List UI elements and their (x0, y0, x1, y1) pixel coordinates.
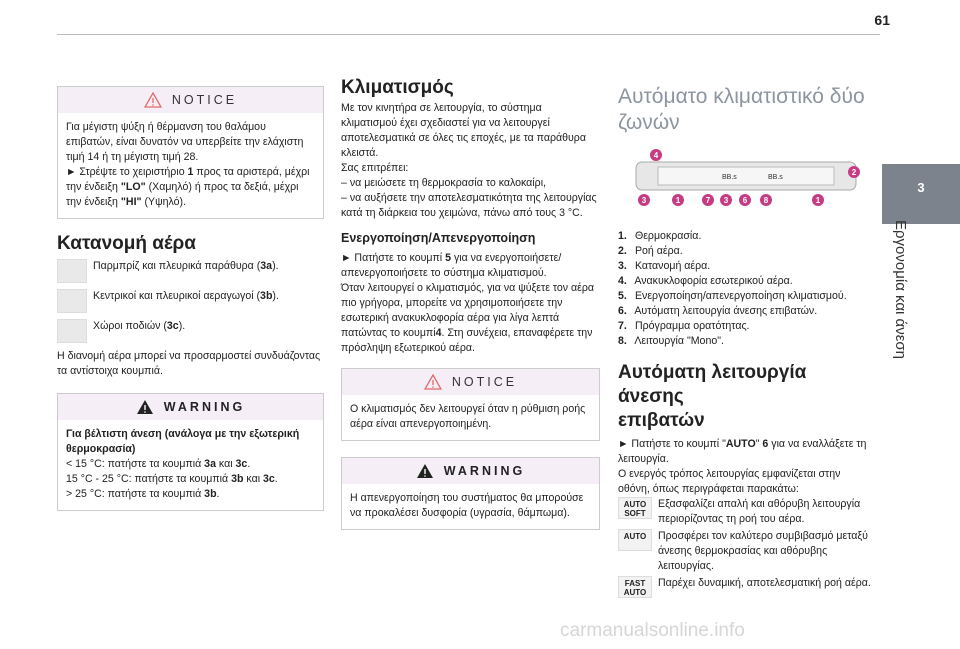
ac-bullet-1: – να μειώσετε τη θερμοκρασία το καλοκαίρι, (341, 177, 546, 189)
mode-normal: AUTO Προσφέρει τον καλύτερο συμβιβασμό μεταξύ άνεσης θερμοκρασίας και αθόρυβης λειτουργίας. (618, 529, 874, 574)
warning-icon (136, 399, 154, 415)
marker-label-6: 6 (742, 196, 748, 205)
auto-fast-icon: FAST AUTO (618, 576, 652, 598)
notice-header-2 (342, 369, 599, 395)
svg-text:BB.s: BB.s (768, 174, 783, 181)
mode-fast: FAST AUTO Παρέχει δυναμική, αποτελεσματική ροή αέρα. (618, 576, 874, 598)
notice-box (57, 86, 324, 219)
column-1 (57, 86, 324, 511)
list-item: 5. Ενεργοποίηση/απενεργοποίηση κλιματισμού. (618, 290, 847, 302)
controls-list (618, 229, 874, 349)
air-item-footwell: Χώροι ποδιών (3c). (57, 319, 324, 343)
marker-label-8: 8 (763, 196, 769, 205)
auto-instruction: ► Πατήστε το κουμπί "AUTO" 6 για να εναλλάξετε τη λειτουργία. (618, 438, 867, 465)
warning-box-2 (341, 457, 600, 530)
chapter-number: 3 (917, 180, 925, 195)
list-item: 4. Ανακυκλοφορία εσωτερικού αέρα. (618, 275, 793, 287)
ac-bullet-2: – να αυξήσετε την αποτελεσματικότητα της λειτουργίας κατά τη διάρκεια του χειμώνα, πάνω από τους 3 °C. (341, 192, 597, 219)
warning-line-2: 15 °C - 25 °C: πατήστε τα κουμπιά 3b και 3c. (66, 473, 278, 485)
mode-soft: AUTO SOFT Εξασφαλίζει απαλή και αθόρυβη λειτουργία περιορίζοντας τη ροή του αέρα. (618, 497, 874, 527)
air-conditioning-title: Κλιματισμός (341, 77, 454, 98)
column-3 (618, 84, 874, 604)
marker-label-7: 7 (705, 196, 711, 205)
warning-box (57, 393, 324, 511)
ac-intro: Με τον κινητήρα σε λειτουργία, το σύστημα κλιματισμού έχει σχεδιαστεί για να λειτουργεί αποτελεσματικά σε όλες τις εποχές, με τα παράθυρα κλειστά. (341, 102, 586, 159)
notice-header (58, 87, 323, 113)
ac-allows: Σας επιτρέπει: (341, 162, 409, 174)
dual-zone-title: Αυτόματο κλιματιστικό δύο ζωνών (618, 85, 865, 134)
marker-label-1b: 1 (815, 196, 821, 205)
list-item: 6. Αυτόματη λειτουργία άνεσης επιβατών. (618, 305, 818, 317)
on-off-title: Ενεργοποίηση/Απενεργοποίηση (341, 231, 536, 245)
marker-label-3: 3 (641, 196, 647, 205)
notice-warning-icon (144, 92, 162, 108)
windscreen-vent-icon (57, 259, 87, 283)
air-item-face: Κεντρικοί και πλευρικοί αεραγωγοί (3b). (57, 289, 324, 313)
warning-label-2: WARNING (443, 463, 526, 478)
auto-soft-icon: AUTO SOFT (618, 497, 652, 519)
warning-label: WARNING (163, 399, 246, 414)
list-item: 7. Πρόγραμμα ορατότητας. (618, 320, 750, 332)
notice-label: NOTICE (171, 92, 238, 107)
list-item: 8. Λειτουργία "Mono". (618, 335, 724, 347)
watermark: carmanualsonline.info (560, 620, 745, 641)
warning-line-3: > 25 °C: πατήστε τα κουμπιά 3b. (66, 488, 220, 500)
list-item: 3. Κατανομή αέρα. (618, 260, 711, 272)
auto-mode-note: Ο ενεργός τρόπος λειτουργίας εμφανίζεται στην οθόνη, όπως περιγράφεται παρακάτω: (618, 468, 841, 495)
marker-label-2: 2 (851, 168, 857, 177)
notice-box-2 (341, 368, 600, 441)
marker-label-1: 1 (675, 196, 681, 205)
face-vent-icon (57, 289, 87, 313)
warning-line-1: < 15 °C: πατήστε τα κουμπιά 3a και 3c. (66, 458, 251, 470)
notice-label-2: NOTICE (451, 374, 518, 389)
marker-label-4: 4 (653, 151, 659, 160)
notice-warning-icon-2 (424, 374, 442, 390)
page-number: 61 (874, 12, 890, 28)
warning-icon-2 (416, 463, 434, 479)
list-item: 2. Ροή αέρα. (618, 245, 683, 257)
air-item-windscreen: Παρμπρίζ και πλευρικά παράθυρα (3a). (57, 259, 324, 283)
notice-instruction: ► Στρέψτε το χειριστήριο 1 προς τα αριστερά, μέχρι την ένδειξη "LO" (Χαμηλό) ή προς τα δεξιά, μέχρι την ένδειξη "HI" (Υψηλό). (66, 166, 310, 208)
control-panel-diagram (618, 146, 874, 214)
notice-text: Για μέγιστη ψύξη ή θέρμανση του θαλάμου επιβατών, είναι δυνατόν να υπερβείτε την ελάχιστη τιμή 14 ή τη μέγιστη τιμή 28. (66, 121, 304, 163)
notice-text-2: Ο κλιματισμός δεν λειτουργεί όταν η ρύθμιση ροής αέρα είναι απενεργοποιημένη. (350, 403, 586, 430)
auto-normal-icon: AUTO (618, 529, 652, 551)
warning-bold-text: Για βέλτιστη άνεση (ανάλογα με την εξωτερική θερμοκρασία) (66, 428, 300, 455)
footwell-vent-icon (57, 319, 87, 343)
warning-header (58, 394, 323, 420)
chapter-title: Εργονομία και άνεση (892, 220, 909, 359)
svg-text:BB.s: BB.s (722, 174, 737, 181)
air-distribution-title: Κατανομή αέρα (57, 233, 196, 254)
marker-label-3b: 3 (723, 196, 729, 205)
header-rule (57, 34, 880, 35)
air-distribution-note: Η διανομή αέρα μπορεί να προσαρμοστεί συνδυάζοντας τα αντίστοιχα κουμπιά. (57, 350, 321, 377)
warning-text-2: Η απενεργοποίηση του συστήματος θα μπορούσε να προκαλέσει δυσφορία (υγρασία, θάμπωμα). (350, 492, 584, 519)
list-item: 1. Θερμοκρασία. (618, 230, 702, 242)
auto-comfort-title: Αυτόματη λειτουργία άνεσης επιβατών (618, 362, 807, 431)
warning-header-2 (342, 458, 599, 484)
on-off-instruction: ► Πατήστε το κουμπί 5 για να ενεργοποιήσετε/απενεργοποιήσετε το σύστημα κλιματισμού. (341, 252, 562, 279)
column-2 (341, 77, 600, 530)
recirculation-note: Όταν λειτουργεί ο κλιματισμός, για να ψύξετε τον αέρα πιο γρήγορα, μπορείτε να χρησιμοποιήσετε την εσωτερική ανακυκλοφορία αέρα για λίγα λεπτά πατώντας το κουμπί4. Στη συνέχεια, επαναφέρετε την πρόσληψη εξωτερικού αέρα. (341, 282, 595, 354)
